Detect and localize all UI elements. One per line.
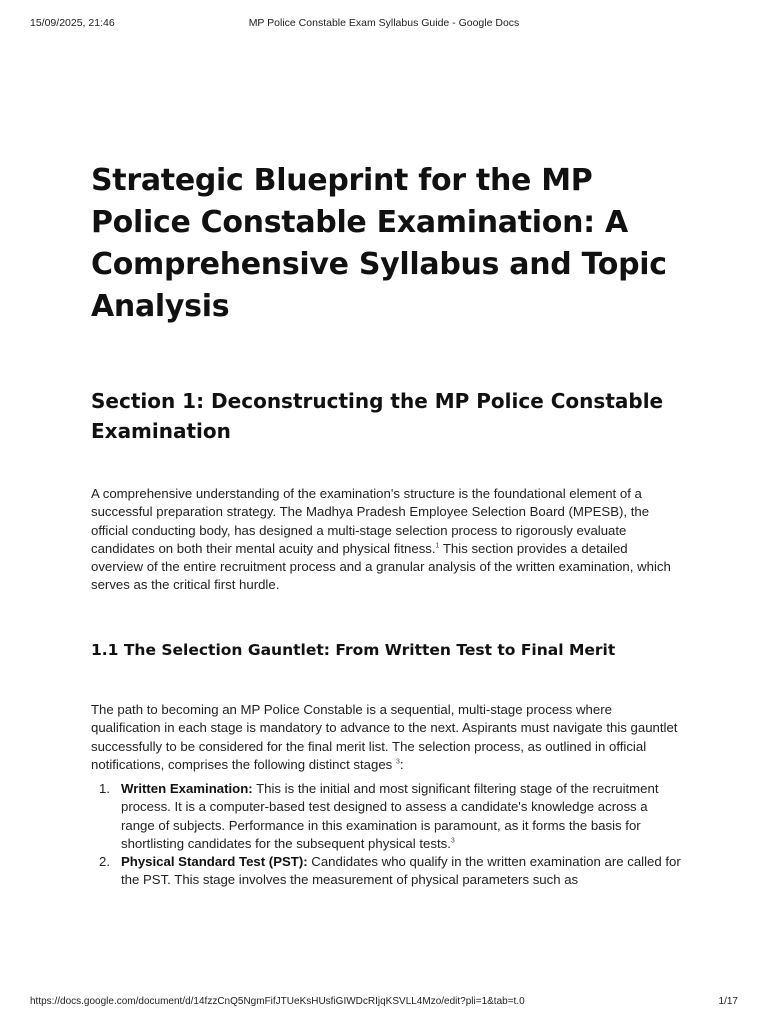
paragraph-selection-suffix: : [399,756,404,772]
list-item-text: Candidates who qualify in the written examination are called for the PST. This stage involves the measurement of physical parameters such as [121,854,681,888]
footnote-ref[interactable]: 1 [435,542,440,550]
document-title: Strategic Blueprint for the MP Police Constable Examination: A Comprehensive Syllabus and Topic Analysis [91,163,667,324]
paragraph-overview-text-b: This section provides a detailed overview of the entire recruitment process and a granular analysis of the written examination, which serves as the critical first hurdle. [91,540,671,593]
stages-list [91,780,681,890]
print-url: https://docs.google.com/document/d/14fzzCnQ5NgmFifJTUeKsHUsfiGIWDcRIjqKSVLL4Mzo/edit?pli=1&tab=t.0 [30,996,525,1007]
subsection-heading: 1.1 The Selection Gauntlet: From Written Test to Final Merit [91,641,616,659]
paragraph-overview-text-a: A comprehensive understanding of the examination's structure is the foundational element of a successful preparation strategy. The Madhya Pradesh Employee Selection Board (MPESB), the official conducting body, has designed a multi-stage selection process to rigorously evaluate candidates on both their mental acuity and physical fitness. [91,486,650,556]
footnote-ref[interactable]: 3 [450,837,455,845]
list-item-label: Physical Standard Test (PST): [121,854,308,870]
list-item [91,780,681,853]
page-number: 1/17 [718,996,738,1007]
list-item-label: Written Examination: [121,781,253,796]
paragraph-overview [91,485,681,595]
list-item-number: 2. [99,854,110,870]
print-doc-title: MP Police Constable Exam Syllabus Guide - Google Docs [248,17,520,29]
paragraph-selection-process [91,701,681,774]
list-item-number: 1. [99,781,110,796]
paragraph-selection-text: The path to becoming an MP Police Constable is a sequential, multi-stage process where qualification in each stage is mandatory to advance to the next. Aspirants must navigate this gauntlet successfully to be considered for the final merit list. The selection process, as outlined in official notifications, comprises the following distinct stages [91,702,678,772]
footnote-ref[interactable]: 3 [395,758,400,766]
section-heading: Section 1: Deconstructing the MP Police Constable Examination [91,389,664,443]
list-item [91,853,681,890]
print-datetime: 15/09/2025, 21:46 [30,17,115,29]
list-item-text: This is the initial and most significant filtering stage of the recruitment process. It is a computer-based test designed to assess a candidate's knowledge across a range of subjects. Performance in this examination is paramount, as it forms the basis for shortlisting candidates for the subsequent physical tests. [121,781,659,851]
